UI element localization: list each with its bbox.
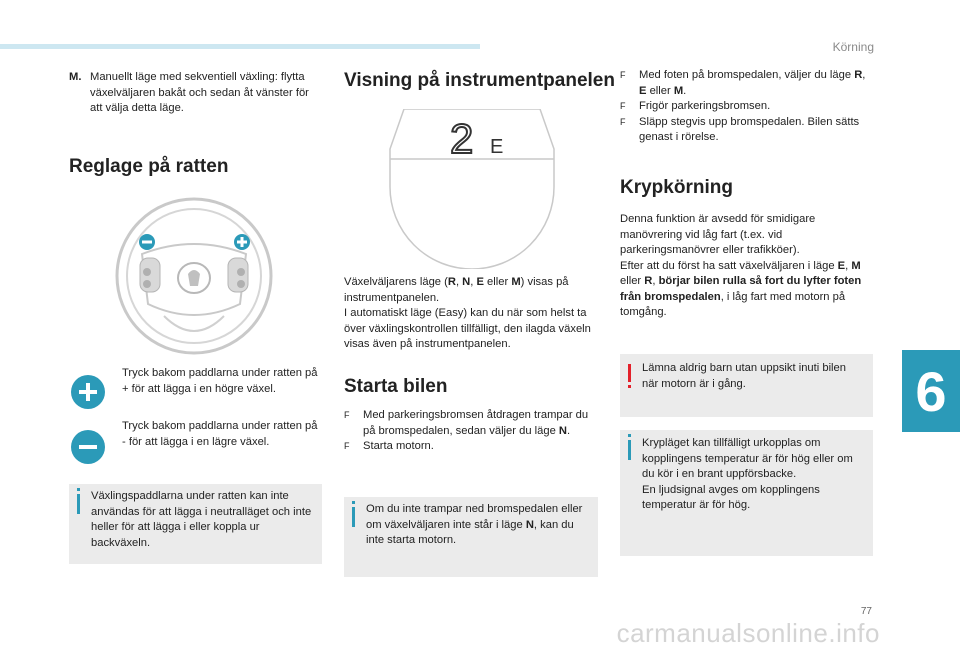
bullet-arrow-icon: F: [620, 101, 626, 111]
page-number: 77: [860, 606, 872, 617]
bullet-arrow-icon: F: [620, 70, 626, 80]
warning-text: Lämna aldrig barn utan uppsikt inuti bilen när motorn är i gång.: [642, 362, 846, 390]
start-steps: [344, 408, 594, 455]
list-item: F Släpp stegvis upp bromspedalen. Bilen sätts genast i rörelse.: [620, 115, 860, 143]
mode-m-description: [69, 70, 314, 117]
mode-m-label: M.: [69, 71, 82, 83]
heading-start-car: Starta bilen: [344, 376, 448, 397]
start-info-note: Om du inte trampar ned bromspedalen eller om växelväljaren inte står i läge N, kan du inte starta motorn.: [344, 497, 598, 577]
display-description: Växelväljarens läge (R, N, E eller M) visas på instrumentpanelen. I automatiskt läge (Easy) kan du när som helst ta över växlingskontrollen tillfälligt, den ilagda växeln visas även på instrumentpanelen.: [344, 275, 594, 353]
warning-note: [620, 354, 873, 417]
mode-m-text: Manuellt läge med sekventiell växling: flytta växelväljaren bakåt och sedan åt vänster för att välja detta läge.: [90, 71, 309, 114]
instrument-display-illustration: [388, 109, 556, 269]
bullet-arrow-icon: F: [344, 410, 350, 420]
gear-indicator: 2: [450, 115, 474, 162]
watermark: carmanualsonline.info: [616, 618, 880, 648]
plus-paddle-icon: [71, 375, 105, 409]
heading-instrument-display: Visning på instrumentpanelen: [344, 70, 615, 91]
info-icon: [352, 501, 355, 504]
easy-mode-text: I automatiskt läge (Easy) kan du när som helst ta över växlingskontrollen tillfälligt, den ilagda växeln visas även på instrumentpanelen.: [344, 307, 591, 350]
bullet-arrow-icon: F: [344, 441, 350, 451]
info-icon: [77, 488, 80, 491]
paddle-info-text: Växlingspaddlarna under ratten kan inte användas för att lägga i neutralläget och inte heller för att lägga i eller koppla ur backväxeln.: [91, 490, 312, 549]
creep-info-note: Krypläget kan tillfälligt urkopplas om kopplingens temperatur är för hög eller om du kör i en brant uppförsbacke. En ljudsignal avges om kopplingens temperatur är för hög.: [620, 430, 873, 556]
mode-indicator: E: [490, 136, 504, 158]
list-item: F Frigör parkeringsbromsen.: [620, 99, 870, 115]
drive-off-steps: [620, 68, 870, 146]
header-accent-bar: [0, 44, 480, 49]
chapter-tab: 6: [902, 350, 960, 432]
heading-steering-controls: Reglage på ratten: [69, 156, 229, 177]
warning-icon: [628, 364, 631, 382]
minus-paddle-icon: [71, 430, 105, 464]
heading-creep-mode: Krypkörning: [620, 177, 733, 198]
minus-paddle-text: Tryck bakom paddlarna under ratten på - för att lägga i en lägre växel.: [122, 420, 318, 448]
section-title: Körning: [832, 40, 874, 54]
list-item: F Med foten på bromspedalen, väljer du läge R, E eller M.: [620, 69, 866, 97]
creep-description: Denna funktion är avsedd för smidigare manövrering vid låg fart (t.ex. vid parkeringsmanövrer eller trafikköer). Efter att du först ha satt växelväljaren i läge E, M eller R, börjar bilen rulla så fort du lyfter foten från bromspedalen, i låg fart med motorn på tomgång.: [620, 213, 862, 318]
list-item: F Starta motorn.: [344, 439, 594, 455]
list-item: F Med parkeringsbromsen åtdragen trampar du på bromspedalen, sedan väljer du läge N.: [344, 409, 589, 437]
paddle-info-note: [69, 484, 322, 564]
bullet-arrow-icon: F: [620, 116, 626, 127]
info-icon: [628, 434, 631, 437]
steering-wheel-illustration: [114, 196, 274, 356]
plus-paddle-text: Tryck bakom paddlarna under ratten på + för att lägga i en högre växel.: [122, 367, 318, 395]
